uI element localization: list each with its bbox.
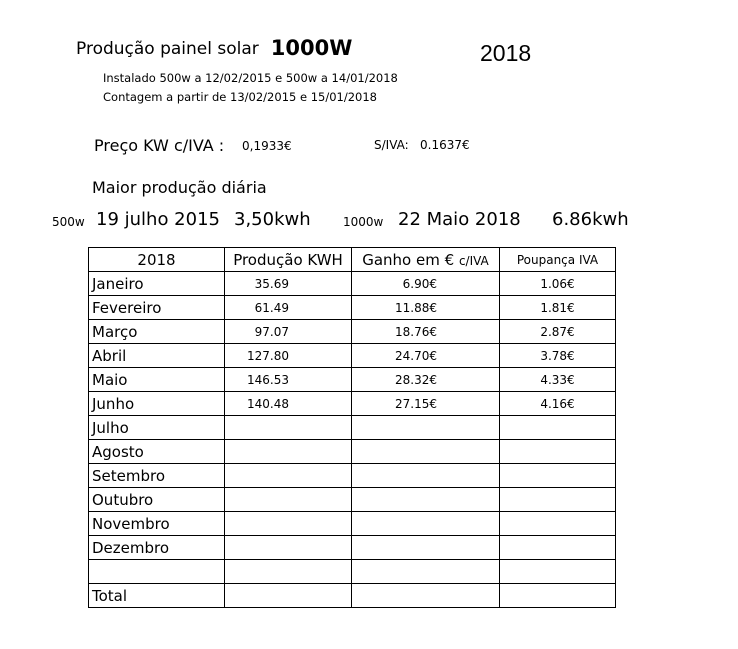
savings-cell: [500, 440, 616, 464]
header-gain-label: Ganho em €: [362, 250, 455, 269]
table-row: [89, 560, 616, 584]
month-cell: Setembro: [89, 464, 225, 488]
header-year: 2018: [89, 248, 225, 272]
price-with-vat-value: 0,1933€: [242, 139, 292, 153]
gain-cell: [352, 512, 500, 536]
savings-cell: 3.78€: [500, 344, 616, 368]
gain-cell: 27.15€: [352, 392, 500, 416]
month-cell: [89, 560, 225, 584]
gain-cell: 24.70€: [352, 344, 500, 368]
table-header-row: [89, 248, 616, 272]
production-cell: 146.53: [225, 368, 352, 392]
price-without-vat-value: 0.1637€: [420, 138, 470, 152]
month-cell: Novembro: [89, 512, 225, 536]
production-cell: [225, 416, 352, 440]
table-row: [89, 440, 616, 464]
month-cell: Total: [89, 584, 225, 608]
gain-cell: 11.88€: [352, 296, 500, 320]
production-cell: 61.49: [225, 296, 352, 320]
gain-cell: [352, 464, 500, 488]
savings-cell: 4.16€: [500, 392, 616, 416]
gain-cell: 18.76€: [352, 320, 500, 344]
table-row: [89, 416, 616, 440]
month-cell: Março: [89, 320, 225, 344]
savings-cell: [500, 512, 616, 536]
month-cell: Janeiro: [89, 272, 225, 296]
installed-note: Instalado 500w a 12/02/2015 e 500w a 14/01/2018: [103, 71, 398, 85]
gain-cell: 6.90€: [352, 272, 500, 296]
month-cell: Fevereiro: [89, 296, 225, 320]
month-cell: Julho: [89, 416, 225, 440]
record-1000-value: 6.86kwh: [552, 209, 629, 230]
table-row: [89, 272, 616, 296]
record-1000-date: 22 Maio 2018: [398, 209, 521, 230]
month-cell: Outubro: [89, 488, 225, 512]
production-cell: [225, 440, 352, 464]
counting-note: Contagem a partir de 13/02/2015 e 15/01/2018: [103, 90, 377, 104]
record-500-unit: 500w: [52, 215, 85, 229]
production-table: [88, 247, 616, 608]
record-500-date: 19 julho 2015: [96, 209, 220, 230]
header-production: Produção KWH: [225, 248, 352, 272]
savings-cell: [500, 584, 616, 608]
production-cell: [225, 560, 352, 584]
gain-cell: [352, 536, 500, 560]
table-row: [89, 584, 616, 608]
document-title: [76, 35, 352, 59]
gain-cell: [352, 560, 500, 584]
month-cell: Agosto: [89, 440, 225, 464]
production-cell: 35.69: [225, 272, 352, 296]
table-row: [89, 536, 616, 560]
month-cell: Junho: [89, 392, 225, 416]
gain-cell: [352, 488, 500, 512]
production-cell: [225, 488, 352, 512]
month-cell: Abril: [89, 344, 225, 368]
production-cell: 97.07: [225, 320, 352, 344]
savings-cell: 4.33€: [500, 368, 616, 392]
table-row: [89, 488, 616, 512]
gain-cell: [352, 584, 500, 608]
savings-cell: [500, 416, 616, 440]
savings-cell: [500, 488, 616, 512]
price-with-vat-label: Preço KW c/IVA :: [94, 136, 225, 155]
gain-cell: 28.32€: [352, 368, 500, 392]
savings-cell: [500, 560, 616, 584]
production-cell: [225, 536, 352, 560]
month-cell: Dezembro: [89, 536, 225, 560]
document-year: 2018: [480, 40, 532, 66]
month-cell: Maio: [89, 368, 225, 392]
max-daily-heading: Maior produção diária: [92, 178, 267, 197]
table-row: [89, 344, 616, 368]
table-row: [89, 368, 616, 392]
table-row: [89, 392, 616, 416]
table-body: [89, 272, 616, 608]
header-gain: [352, 248, 500, 272]
gain-cell: [352, 416, 500, 440]
price-without-vat-label: S/IVA:: [374, 138, 409, 152]
savings-cell: [500, 536, 616, 560]
title-text: Produção painel solar: [76, 39, 259, 59]
panel-power: 1000W: [270, 36, 353, 60]
savings-cell: [500, 464, 616, 488]
header-savings: Poupança IVA: [500, 248, 616, 272]
record-1000-unit: 1000w: [343, 215, 384, 229]
production-cell: [225, 464, 352, 488]
savings-cell: 1.81€: [500, 296, 616, 320]
record-500-value: 3,50kwh: [234, 209, 311, 230]
gain-cell: [352, 440, 500, 464]
table-row: [89, 296, 616, 320]
production-cell: 127.80: [225, 344, 352, 368]
table-row: [89, 464, 616, 488]
production-cell: 140.48: [225, 392, 352, 416]
table-row: [89, 512, 616, 536]
header-gain-suffix: c/IVA: [458, 253, 489, 268]
production-cell: [225, 584, 352, 608]
savings-cell: 1.06€: [500, 272, 616, 296]
table-row: [89, 320, 616, 344]
production-cell: [225, 512, 352, 536]
savings-cell: 2.87€: [500, 320, 616, 344]
